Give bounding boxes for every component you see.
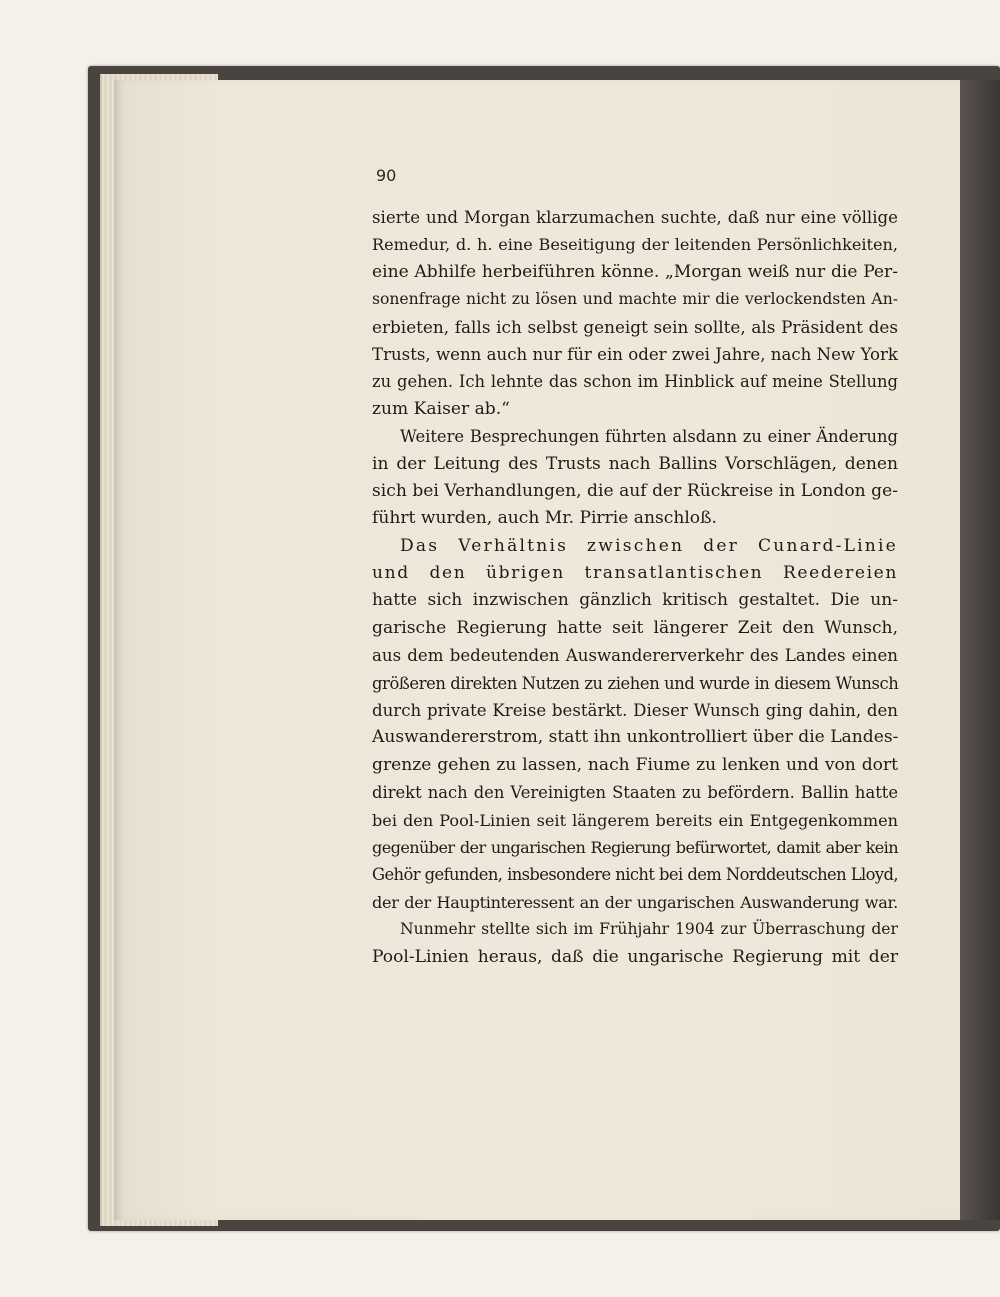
text-line: und den übrigen transatlantischen Reedereien [372,563,898,584]
text-line: durch private Kreise bestärkt. Dieser Wunsch ging dahin, den [372,701,898,721]
text-line: Nunmehr stellte sich im Frühjahr 1904 zur Überraschung der [400,920,898,939]
text-line: erbieten, falls ich selbst geneigt sein sollte, als Präsident des [372,316,898,337]
text-line: zum Kaiser ab.“ [372,398,510,419]
text-line: bei den Pool-Linien seit längerem bereits ein Entgegenkommen [372,810,898,830]
text-line: sonenfrage nicht zu lösen und machte mir die verlockendsten An- [372,290,898,309]
text-line: führt wurden, auch Mr. Pirrie anschloß. [372,508,717,529]
text-line: Auswandererstrom, statt ihn unkontrolliert über die Landes- [372,727,899,748]
text-line: zu gehen. Ich lehnte das schon im Hinblick auf meine Stellung [372,372,898,392]
book-spine-edge [960,80,1000,1220]
text-line: Gehör gefunden, insbesondere nicht bei dem Norddeutschen Lloyd, [372,865,898,885]
text-line: garische Regierung hatte seit längerer Zeit den Wunsch, [372,617,898,638]
text-line: Das Verhältnis zwischen der Cunard-Linie [400,535,898,556]
text-line: gegenüber der ungarischen Regierung befürwortet, damit aber kein [372,837,898,857]
text-line: direkt nach den Vereinigten Staaten zu befördern. Ballin hatte [372,783,898,803]
text-line: Remedur, d. h. eine Beseitigung der leitenden Persönlichkeiten, [372,235,898,255]
text-line: sierte und Morgan klarzumachen suchte, daß nur eine völlige [372,208,898,227]
page-number: 90 [376,166,397,185]
text-line: Trusts, wenn auch nur für ein oder zwei Jahre, nach New York [372,344,898,364]
text-line: aus dem bedeutenden Auswandererverkehr des Landes einen [372,646,898,666]
text-line: grenze gehen zu lassen, nach Fiume zu lenken und von dort [372,754,898,775]
text-line: Weitere Besprechungen führten alsdann zu einer Änderung [400,427,898,447]
text-line: in der Leitung des Trusts nach Ballins Vorschlägen, denen [372,453,898,474]
body-text [372,204,898,971]
text-line: größeren direkten Nutzen zu ziehen und wurde in diesem Wunsch [372,673,899,693]
text-line: eine Abhilfe herbeiführen könne. „Morgan weiß nur die Per- [372,261,898,282]
text-line: sich bei Verhandlungen, die auf der Rückreise in London ge- [372,480,898,501]
text-line: Pool-Linien heraus, daß die ungarische Regierung mit der [372,946,898,967]
text-line: hatte sich inzwischen gänzlich kritisch gestaltet. Die un- [372,590,898,611]
text-line: der der Hauptinteressent an der ungarischen Auswanderung war. [372,892,898,912]
